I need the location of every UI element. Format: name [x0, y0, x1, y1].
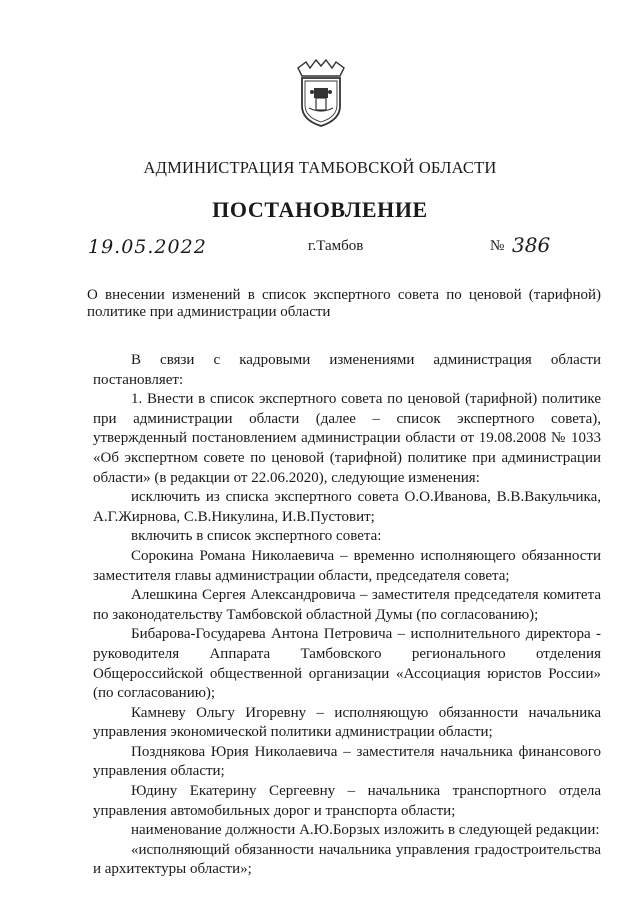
document-number: 386 — [512, 233, 551, 257]
document-date: 19.05.2022 — [88, 236, 207, 258]
paragraph: Алешкина Сергея Александровича – заместителя председателя комитета по законодательству Тамбовской областной Думы (по согласованию); — [93, 587, 601, 623]
paragraph: наименование должности А.Ю.Борзых изложить в следующей редакции: — [131, 822, 600, 839]
coat-of-arms-icon — [294, 58, 348, 128]
agency-name: АДМИНИСТРАЦИЯ ТАМБОВСКОЙ ОБЛАСТИ — [143, 158, 497, 177]
paragraph: Бибарова-Государева Антона Петровича – исполнительного директора - руководителя Аппарата Тамбовского регионального отделения Общероссийской общественной организации «Ассоциация юристов России» (по согласованию); — [93, 626, 601, 702]
paragraph: «исполняющий обязанности начальника управления градостроительства и архитектуры области»; — [93, 841, 601, 878]
document-city: г.Тамбов — [308, 238, 364, 254]
paragraph: Юдину Екатерину Сергеевну – начальника транспортного отдела управления автомобильных дорог и транспорта области; — [93, 783, 601, 819]
paragraph: Сорокина Романа Николаевича – временно исполняющего обязанности заместителя главы администрации области, председателя совета; — [93, 547, 601, 584]
document-body — [93, 351, 601, 880]
paragraph: Позднякова Юрия Николаевича – заместителя начальника финансового управления области; — [93, 743, 601, 780]
paragraph: 1. Внести в список экспертного совета по ценовой (тарифной) политике при администрации области (далее – список экспертного совета), утвержденный постановлением администрации области от 19.08.2008 № 1033 «Об экспертном совете по ценовой (тарифной) политике при администрации области» (в редакции от 22.06.2020), следующие изменения: — [93, 391, 601, 486]
paragraph: Камневу Ольгу Игоревну – исполняющую обязанности начальника управления экономической политики администрации области; — [93, 704, 601, 741]
document-type-title: ПОСТАНОВЛЕНИЕ — [212, 197, 428, 222]
paragraph: включить в список экспертного совета: — [131, 528, 382, 545]
paragraph: В связи с кадровыми изменениями администрация области постановляет: — [93, 352, 601, 388]
paragraph: исключить из списка экспертного совета О.О.Иванова, В.В.Вакульчика, А.Г.Жирнова, С.В.Никулина, И.В.Пустовит; — [93, 489, 601, 525]
document-subject: О внесении изменений в список экспертного совета по ценовой (тарифной) политике при администрации области — [87, 287, 601, 320]
number-sign: № — [490, 238, 505, 254]
